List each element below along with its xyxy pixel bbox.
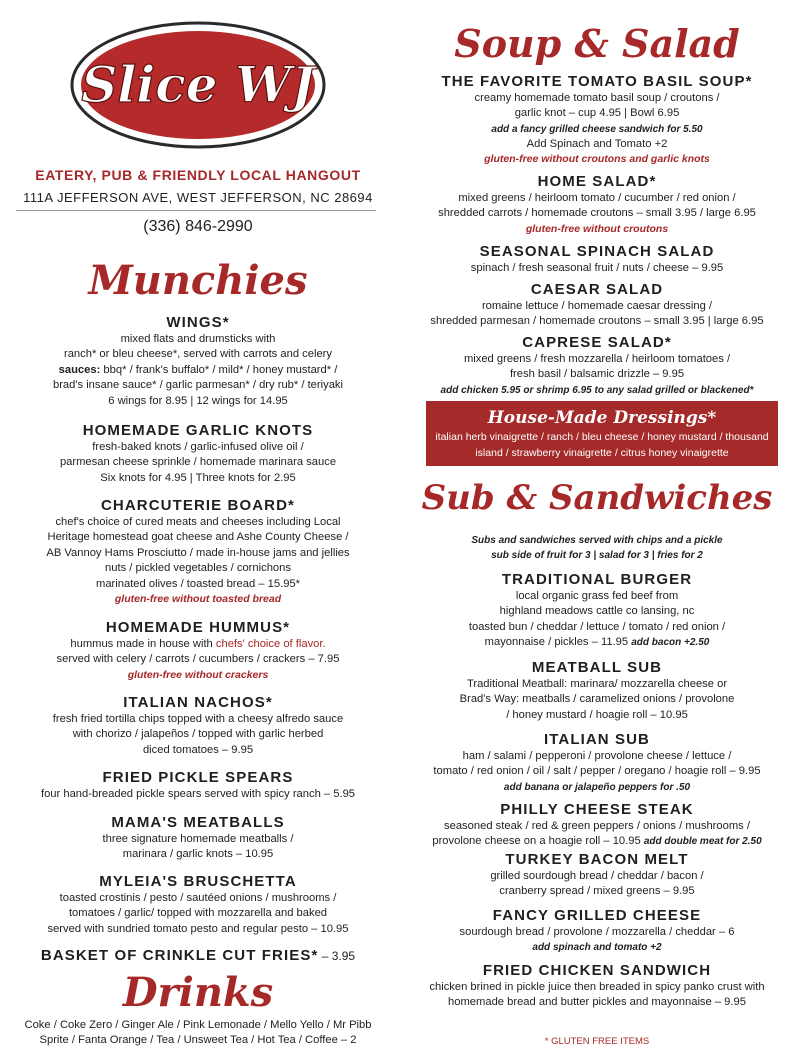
item-name: ITALIAN NACHOS* — [123, 694, 273, 711]
item-name — [0, 946, 396, 966]
menu-item-bruschetta — [0, 872, 396, 937]
add-on-note: add double meat for 2.50 — [643, 836, 762, 848]
drinks-title: Drinks — [122, 969, 274, 1016]
item-desc: with chorizo / jalapeños / topped with garlic herbed — [72, 728, 324, 741]
item-name: MAMA'S MEATBALLS — [111, 814, 285, 831]
gluten-free-note: gluten-free without crackers — [127, 668, 269, 681]
item-desc: ranch* or bleu cheese*, served with carrots and celery — [63, 348, 332, 361]
divider — [16, 210, 376, 211]
menu-item-italian-sub — [396, 730, 798, 795]
item-name: SEASONAL SPINACH SALAD — [479, 243, 715, 260]
menu-item-nachos — [0, 693, 396, 758]
sauces-list: bbq* / frank's buffalo* / mild* / honey mustard* / — [100, 363, 338, 376]
item-name: TRADITIONAL BURGER — [501, 571, 693, 588]
menu-item-turkey-melt — [396, 850, 798, 900]
menu-item-caesar-salad — [396, 280, 798, 330]
item-desc — [0, 363, 396, 378]
menu-item-chicken-sandwich — [396, 961, 798, 1011]
hummus-flavor: chefs' choice of flavor. — [215, 638, 326, 650]
subs-intro-line: sub side of fruit for 3 | salad for 3 | fries for 2 — [491, 550, 703, 561]
item-desc: parmesan cheese sprinkle / homemade marinara sauce — [59, 456, 337, 469]
item-desc: brad's insane sauce* / garlic parmesan* / dry rub* / teriyaki — [52, 379, 344, 392]
drinks-line: Sprite / Fanta Orange / Tea / Unsweet Tea / Hot Tea / Coffee – 2 — [39, 1034, 357, 1047]
subs-intro-line: Subs and sandwiches served with chips and a pickle — [471, 535, 723, 546]
menu-item-hummus — [0, 618, 396, 683]
gluten-free-note: gluten-free without croutons and garlic knots — [484, 153, 710, 166]
gluten-free-note: gluten-free without toasted bread — [114, 593, 282, 606]
item-name: ITALIAN SUB — [544, 731, 650, 748]
sauces-label: sauces: — [58, 363, 101, 376]
item-name: PHILLY CHEESE STEAK — [500, 801, 694, 818]
item-desc: seasoned steak / red & green peppers / onions / mushrooms / — [444, 820, 750, 832]
item-desc: fresh fried tortilla chips topped with a cheesy alfredo sauce — [52, 713, 344, 725]
menu-item-spinach-salad — [396, 242, 798, 276]
item-name: FANCY GRILLED CHEESE — [492, 907, 702, 924]
item-name: CHARCUTERIE BOARD* — [101, 497, 295, 514]
item-price: fresh basil / balsamic drizzle – 9.95 — [509, 368, 685, 381]
item-price: tomato / red onion / oil / salt / pepper / oregano / hoagie roll – 9.95 — [433, 765, 761, 778]
item-desc: three signature homemade meatballs / — [102, 833, 294, 845]
item-desc: highland meadows cattle co lansing, nc — [499, 605, 695, 618]
phone-number: (336) 846-2990 — [143, 218, 253, 235]
add-on-note: add banana or jalapeño peppers for .50 — [503, 781, 691, 793]
item-desc: Brad's Way: meatballs / caramelized onions / provolone — [459, 693, 735, 706]
menu-item-home-salad — [396, 172, 798, 237]
item-price: marinara / garlic knots – 10.95 — [122, 848, 274, 861]
item-price: marinated olives / toasted bread – 15.95* — [96, 577, 300, 590]
item-name: HOMEMADE GARLIC KNOTS — [82, 422, 314, 439]
subs-title: Sub & Sandwiches — [421, 478, 773, 518]
item-name: FRIED CHICKEN SANDWICH — [482, 962, 712, 979]
item-price: served with celery / carrots / cucumbers / crackers – 7.95 — [56, 653, 340, 666]
item-name: FRIED PICKLE SPEARS — [102, 769, 294, 786]
menu-item-meatballs — [0, 813, 396, 863]
house-dressings-banner — [426, 401, 778, 466]
item-desc: Heritage homestead goat cheese and Ashe County Cheese / — [47, 531, 349, 544]
item-name: HOMEMADE HUMMUS* — [105, 619, 291, 636]
gluten-free-key: * GLUTEN FREE ITEMS — [544, 1036, 650, 1047]
menu-item-burger — [396, 570, 798, 651]
menu-item-caprese-salad — [396, 333, 798, 398]
item-desc: creamy homemade tomato basil soup / croutons / — [474, 92, 720, 104]
slice-wj-logo — [68, 18, 328, 153]
soup-salad-title: Soup & Salad — [454, 21, 740, 66]
item-desc: mixed greens / heirloom tomato / cucumber / red onion / — [458, 192, 736, 204]
item-price: spinach / fresh seasonal fruit / nuts / cheese – 9.95 — [470, 262, 724, 274]
drinks-list — [0, 1018, 396, 1049]
item-desc: toasted bun / cheddar / lettuce / tomato / red onion / — [468, 620, 726, 633]
item-price: shredded parmesan / homemade croutons – small 3.95 | large 6.95 — [430, 315, 764, 328]
menu-item-fries — [0, 946, 396, 966]
address: 111A JEFFERSON AVE, WEST JEFFERSON, NC 28694 — [23, 190, 373, 205]
hummus-desc: hummus made in house with — [70, 638, 216, 650]
item-desc: romaine lettuce / homemade caesar dressing / — [481, 300, 713, 312]
item-desc: fresh-baked knots / garlic-infused olive oil / — [92, 441, 304, 453]
drinks-line: Coke / Coke Zero / Ginger Ale / Pink Lemonade / Mello Yello / Mr Pibb — [24, 1019, 372, 1031]
item-name: TURKEY BACON MELT — [505, 851, 689, 868]
tagline: EATERY, PUB & FRIENDLY LOCAL HANGOUT — [35, 167, 361, 183]
menu-item-grilled-cheese — [396, 906, 798, 955]
item-desc: Add Spinach and Tomato +2 — [526, 137, 668, 150]
item-desc — [0, 637, 396, 652]
item-name: MYLEIA'S BRUSCHETTA — [99, 873, 297, 890]
item-desc: ham / salami / pepperoni / provolone cheese / lettuce / — [462, 750, 732, 762]
item-desc: grilled sourdough bread / cheddar / bacon / — [490, 870, 704, 882]
dressings-title: House-Made Dressings* — [487, 408, 717, 428]
subs-intro — [396, 533, 798, 563]
item-price: diced tomatoes – 9.95 — [142, 743, 254, 756]
burger-price: mayonnaise / pickles – 11.95 — [484, 636, 632, 649]
item-desc: Traditional Meatball: marinara/ mozzarella cheese or — [466, 678, 728, 690]
item-price: / honey mustard / hoagie roll – 10.95 — [506, 708, 688, 721]
item-price: sourdough bread / provolone / mozzarella / cheddar – 6 — [459, 926, 735, 938]
menu-item-meatball-sub — [396, 658, 798, 723]
item-desc: tomatoes / garlic/ topped with mozzarella and baked — [68, 907, 328, 920]
item-price: 6 wings for 8.95 | 12 wings for 14.95 — [108, 394, 288, 407]
dressings-list: italian herb vinaigrette / ranch / bleu cheese / honey mustard / thousand — [435, 431, 769, 443]
item-price — [396, 635, 798, 650]
item-name: CAESAR SALAD — [530, 281, 664, 298]
item-desc: toasted crostinis / pesto / sautéed onions / mushrooms / — [59, 892, 337, 904]
fries-name: BASKET OF CRINKLE CUT FRIES* — [40, 947, 319, 964]
item-name: MEATBALL SUB — [531, 659, 663, 676]
svg-text:Slice WJ: Slice WJ — [81, 55, 315, 114]
add-on-note: add chicken 5.95 or shrimp 6.95 to any salad grilled or blackened* — [440, 384, 754, 396]
item-desc: chicken brined in pickle juice then breaded in spicy panko crust with — [429, 981, 765, 993]
item-price: four hand-breaded pickle spears served with spicy ranch – 5.95 — [40, 788, 356, 800]
item-name: CAPRESE SALAD* — [522, 334, 672, 351]
add-on-note: add bacon +2.50 — [631, 637, 710, 649]
menu-item-pickles — [0, 768, 396, 802]
item-desc: mixed greens / fresh mozzarella / heirloom tomatoes / — [463, 353, 731, 365]
add-on-note: add spinach and tomato +2 — [532, 942, 662, 954]
menu-item-philly — [396, 800, 798, 850]
menu-item-wings — [0, 313, 396, 409]
item-price: served with sundried tomato pesto and regular pesto – 10.95 — [47, 922, 349, 935]
item-desc: mixed flats and drumsticks with — [120, 333, 276, 345]
munchies-title: Munchies — [88, 257, 308, 304]
item-desc: chef's choice of cured meats and cheeses including Local — [55, 516, 341, 528]
item-price: cranberry spread / mixed greens – 9.95 — [499, 885, 695, 898]
item-desc: nuts / pickled vegetables / cornichons — [105, 562, 291, 575]
menu-item-tomato-soup — [396, 72, 798, 167]
item-price: shredded carrots / homemade croutons – small 3.95 / large 6.95 — [438, 207, 756, 220]
item-price: garlic knot – cup 4.95 | Bowl 6.95 — [514, 107, 680, 120]
dressings-list: island / strawberry vinaigrette / citrus honey vinaigrette — [475, 447, 729, 459]
item-name: WINGS* — [166, 314, 230, 331]
item-price: Six knots for 4.95 | Three knots for 2.95 — [100, 471, 296, 484]
item-price — [396, 834, 798, 849]
gluten-free-note: gluten-free without croutons — [525, 222, 669, 235]
item-price: homemade bread and butter pickles and mayonnaise – 9.95 — [448, 996, 746, 1009]
item-desc: local organic grass fed beef from — [515, 590, 679, 602]
item-name: HOME SALAD* — [537, 173, 657, 190]
item-desc: AB Vannoy Hams Prosciutto / made in-house jams and jellies — [46, 546, 350, 559]
item-name: THE FAVORITE TOMATO BASIL SOUP* — [441, 73, 753, 90]
menu-item-garlic-knots — [0, 421, 396, 486]
menu-item-charcuterie — [0, 496, 396, 607]
philly-price: provolone cheese on a hoagie roll – 10.95 — [432, 835, 644, 848]
fries-price: – 3.95 — [318, 949, 356, 963]
add-on-note: add a fancy grilled cheese sandwich for 5.50 — [491, 123, 703, 135]
